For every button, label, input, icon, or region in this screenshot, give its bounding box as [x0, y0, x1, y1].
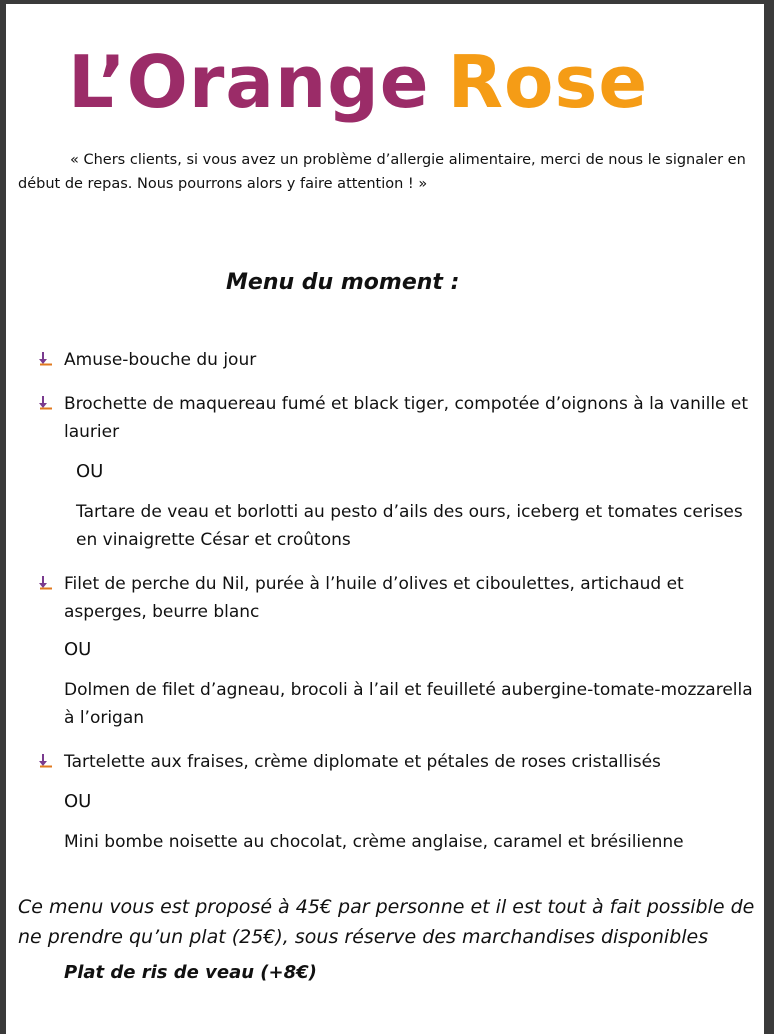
- course-2-alt: Tartare de veau et borlotti au pesto d’ails des ours, iceberg et tomates cerises en vinaigrette César et croûtons: [76, 502, 743, 550]
- restaurant-title: [68, 32, 648, 132]
- allergy-notice: « Chers clients, si vous avez un problème d’allergie alimentaire, merci de nous le signaler en début de repas. Nous pourrons alors y faire attention ! »: [18, 152, 746, 192]
- extra-dish: Plat de ris de veau (+8€): [64, 962, 317, 983]
- course-3-alt: Dolmen de filet d’agneau, brocoli à l’ail et feuilleté aubergine-tomate-mozzarella à l’origan: [64, 680, 753, 728]
- course-3-or: OU: [64, 639, 92, 660]
- course-4-alt: Mini bombe noisette au chocolat, crème anglaise, caramel et brésilienne: [64, 832, 684, 852]
- course-1-main: Amuse-bouche du jour: [64, 350, 257, 370]
- course-3-main: Filet de perche du Nil, purée à l’huile d’olives et ciboulettes, artichaud et asperges, beurre blanc: [64, 574, 684, 622]
- course-4-main: Tartelette aux fraises, crème diplomate et pétales de roses cristallisés: [64, 752, 661, 772]
- course-4-or: OU: [64, 791, 92, 812]
- restaurant-name-part2: Rose: [447, 40, 649, 124]
- restaurant-name-part1: L’Orange: [68, 40, 430, 124]
- course-2-or: OU: [76, 461, 104, 482]
- arrow-down-bullet-icon: [38, 752, 54, 768]
- arrow-down-bullet-icon: [38, 394, 54, 410]
- arrow-down-bullet-icon: [38, 574, 54, 590]
- price-note: Ce menu vous est proposé à 45€ par personne et il est tout à fait possible de ne prendre qu’un plat (25€), sous réserve des marchandises disponibles: [18, 896, 755, 948]
- arrow-down-bullet-icon: [38, 350, 54, 366]
- menu-title: Menu du moment :: [226, 270, 460, 295]
- menu-page: [6, 4, 764, 1034]
- course-2-main: Brochette de maquereau fumé et black tiger, compotée d’oignons à la vanille et laurier: [64, 394, 749, 442]
